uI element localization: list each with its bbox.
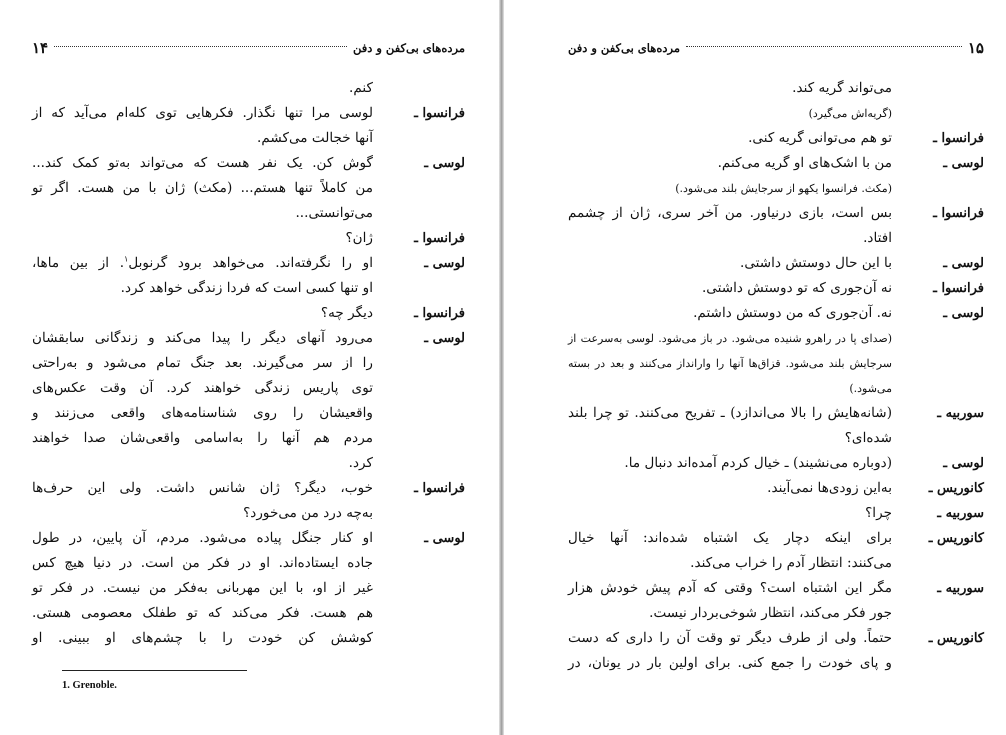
dialogue-entry	[568, 126, 984, 151]
dialogue-entry	[32, 251, 465, 301]
dialogue-entry	[568, 526, 984, 576]
speech-text	[32, 251, 373, 301]
dialogue-entry	[32, 526, 465, 651]
speaker-name: لوسی ـ	[943, 256, 984, 271]
speech-text	[568, 76, 892, 126]
right-page	[504, 0, 1006, 735]
dialogue-entry	[32, 76, 465, 101]
speech-text	[568, 476, 892, 501]
speaker-name: کانوریس ـ	[928, 531, 984, 546]
text-line: به‌این زودی‌ها نمی‌آیند.	[767, 480, 892, 496]
text-line: نه آن‌جوری که تو دوستش داشتی.	[701, 280, 892, 296]
dotted-leader	[686, 46, 962, 47]
text-line: (دوباره می‌نشیند) ـ خیال کردم آمده‌اند دنبال ما.	[624, 455, 892, 471]
text-line: (شانه‌هایش را بالا می‌اندازد) ـ تفریح می‌کنند. تو چرا بلند	[568, 405, 892, 421]
dialogue-text	[32, 76, 465, 651]
dialogue-entry	[568, 476, 984, 501]
text-line: با این حال دوستش داشتی.	[740, 255, 892, 271]
speaker-name: لوسی ـ	[943, 456, 984, 471]
dialogue-entry	[568, 626, 984, 676]
speaker-name: لوسی ـ	[424, 256, 465, 271]
speaker-name: فرانسوا ـ	[414, 481, 465, 496]
text-line: و پای خودت را جمع کنی. برای اولین بار در یونان، در	[568, 655, 892, 671]
dialogue-entry	[568, 151, 984, 201]
speech-text	[568, 151, 892, 201]
footnote: 1. Grenoble.	[62, 680, 117, 691]
speech-text	[568, 401, 892, 451]
text-line: را از سر می‌گیرند. بعد جنگ تمام می‌شود و به‌راحتی	[32, 355, 373, 371]
stage-direction: می‌شود.)	[849, 382, 892, 395]
speech-text	[568, 626, 892, 676]
dialogue-entry	[32, 151, 465, 226]
stage-direction: (مکث. فرانسوا یکهو از سرجایش بلند می‌شود.)	[675, 182, 892, 195]
speaker-name: فرانسوا ـ	[933, 131, 984, 146]
dialogue-entry	[568, 576, 984, 626]
speech-text	[568, 301, 892, 401]
text-line: من با اشک‌های او گریه می‌کنم.	[717, 155, 892, 171]
left-page	[0, 0, 499, 735]
speaker-name: سوربیه ـ	[937, 581, 984, 596]
text-segment: . از بین ماها،	[32, 255, 125, 271]
speech-text	[568, 526, 892, 576]
footnote-marker: ۱	[124, 254, 129, 264]
speaker-name: لوسی ـ	[943, 156, 984, 171]
text-line: می‌رود آنهای دیگر را پیدا می‌کند و زندگانی سابقشان	[32, 330, 373, 346]
dialogue-entry	[568, 201, 984, 251]
dialogue-entry	[32, 476, 465, 526]
text-line: چرا؟	[865, 505, 892, 521]
text-line: بس است، بازی درنیاور. من آخر سری، ژان از چشمم	[568, 205, 892, 221]
dialogue-entry	[32, 301, 465, 326]
speech-text	[32, 476, 373, 526]
speaker-name: سوربیه ـ	[937, 506, 984, 521]
speech-text	[568, 251, 892, 276]
text-line: من کاملاً تنها هستم... (مکث) ژان با من هست. اگر تو	[32, 180, 373, 196]
stage-direction: سرجایش بلند می‌شود. قزاق‌ها آنها را وارانداز می‌کنند و بعد در بسته	[568, 357, 892, 370]
speaker-name: لوسی ـ	[424, 331, 465, 346]
speaker-name	[892, 76, 984, 126]
footnote-rule	[62, 670, 247, 671]
speech-text	[32, 326, 373, 476]
text-line: هم هست. فکر می‌کند که تو طفلک معصومی هستی.	[32, 605, 373, 621]
text-line: به‌چه درد من می‌خورد؟	[243, 505, 373, 521]
speech-text	[568, 451, 892, 476]
page-header	[568, 38, 984, 58]
text-line: او کنار جنگل پیاده می‌شود. مردم، آن پایین، در طول	[32, 530, 373, 546]
speech-text	[32, 526, 373, 651]
text-line: مگر این اشتباه است؟ وقتی که آدم پیش خودش هزار	[568, 580, 892, 596]
speaker-name: لوسی ـ	[424, 531, 465, 546]
dialogue-text	[568, 76, 984, 676]
text-line: تو هم می‌توانی گریه کنی.	[748, 130, 892, 146]
text-line: لوسی مرا تنها نگذار. فکرهایی توی کله‌ام می‌آید که از	[32, 105, 373, 121]
stage-direction: (صدای پا در راهرو شنیده می‌شود. در باز می‌شود. لوسی به‌سرعت از	[568, 332, 892, 345]
text-line	[32, 251, 373, 276]
page-number: ۱۵	[967, 39, 984, 57]
dialogue-entry	[568, 501, 984, 526]
speech-text	[568, 501, 892, 526]
dialogue-entry	[568, 276, 984, 301]
text-line: افتاد.	[863, 230, 892, 246]
text-line: واقعیشان را روی شناسنامه‌های واقعی می‌زنند و	[32, 405, 373, 421]
speaker-name: فرانسوا ـ	[414, 106, 465, 121]
text-line: برای اینکه دچار یک اشتباه شده‌اند: آنها خیال	[568, 530, 892, 546]
running-title: مرده‌های بی‌کفن و دفن	[568, 41, 680, 55]
speaker-name: لوسی ـ	[943, 306, 984, 321]
text-line: کنم.	[349, 80, 373, 96]
dialogue-entry	[568, 76, 984, 126]
dialogue-entry	[32, 226, 465, 251]
text-line: خوب، دیگر؟ ژان شانس داشت. ولی این حرف‌ها	[32, 480, 373, 496]
text-line: غیر از او، با این مهربانی به‌فکر من نیست. در فکر تو	[32, 580, 373, 596]
speaker-name: فرانسوا ـ	[414, 306, 465, 321]
speech-text	[32, 101, 373, 151]
speech-text	[568, 276, 892, 301]
text-line: حتماً. ولی از طرف دیگر تو وقت آن را داری که دست	[568, 630, 892, 646]
speech-text	[568, 126, 892, 151]
running-title: مرده‌های بی‌کفن و دفن	[353, 41, 465, 55]
speaker-name: فرانسوا ـ	[933, 206, 984, 221]
dialogue-entry	[32, 326, 465, 476]
dialogue-entry	[568, 301, 984, 401]
text-line: نه. آن‌جوری که من دوستش داشتم.	[693, 305, 892, 321]
text-line: مردم هم آنها را به‌اسامی واقعی‌شان صدا خواهند	[32, 430, 373, 446]
text-line: می‌کنند: انتظار آدم را خراب می‌کند.	[690, 555, 892, 571]
dialogue-entry	[568, 401, 984, 451]
text-line: جاده ایستاده‌اند. او در فکر من است. در دنیا هیچ کس	[32, 555, 373, 571]
text-line: جور فکر می‌کند، انتظار شوخی‌بردار نیست.	[649, 605, 892, 621]
speech-text	[32, 226, 373, 251]
speaker-name: لوسی ـ	[424, 156, 465, 171]
speaker-name: کانوریس ـ	[928, 631, 984, 646]
speaker-name: کانوریس ـ	[928, 481, 984, 496]
dialogue-entry	[32, 101, 465, 151]
speech-text	[32, 76, 373, 101]
text-line: او تنها کسی است که فردا زندگی خواهد کرد.	[120, 280, 373, 296]
text-line: گوش کن. یک نفر هست که می‌تواند به‌تو کمک کند...	[32, 155, 373, 171]
text-line: می‌توانستی...	[295, 205, 373, 221]
text-line: می‌تواند گریه کند.	[792, 80, 892, 96]
text-line: ژان؟	[345, 230, 373, 246]
speaker-name: فرانسوا ـ	[414, 231, 465, 246]
text-line: آنها خجالت می‌کشم.	[257, 130, 373, 146]
stage-direction: (گریه‌اش می‌گیرد)	[808, 107, 892, 120]
speaker-name: سوربیه ـ	[937, 406, 984, 421]
speech-text	[568, 201, 892, 251]
speaker-name: فرانسوا ـ	[933, 281, 984, 296]
page-header	[32, 38, 465, 58]
text-line: توی پاریس زندگی خواهند کرد. آن وقت عکس‌های	[32, 380, 373, 396]
page-number: ۱۴	[32, 39, 49, 57]
speech-text	[32, 151, 373, 226]
speech-text	[568, 576, 892, 626]
text-line: کوشش کن خودت را با چشم‌های او ببینی. او	[32, 630, 373, 646]
dialogue-entry	[568, 251, 984, 276]
speech-text	[32, 301, 373, 326]
text-line: کرد.	[348, 455, 373, 471]
text-line: دیگر چه؟	[320, 305, 373, 321]
dotted-leader	[54, 46, 347, 47]
speaker-name	[373, 76, 465, 101]
dialogue-entry	[568, 451, 984, 476]
text-segment: او را نگرفته‌اند. می‌خواهد برود گرنوبل	[128, 255, 373, 271]
text-line: شده‌ای؟	[844, 430, 892, 446]
